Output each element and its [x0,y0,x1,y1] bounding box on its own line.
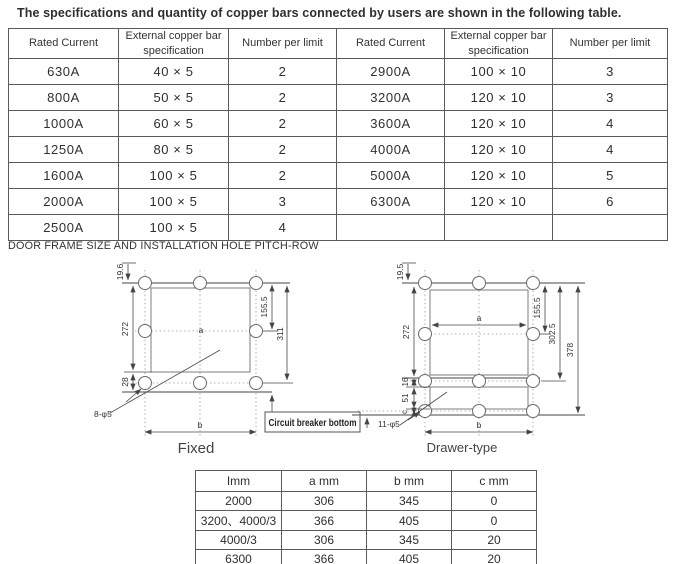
col-header-a-mm: a mm [282,471,367,492]
table-cell: 120 × 10 [445,137,553,163]
copper-bar-table-body [9,59,668,241]
col-header-b-mm: b mm [367,471,452,492]
table-cell: 50 × 5 [119,85,229,111]
table-cell: 3 [229,189,337,215]
table-cell: 630A [9,59,119,85]
table-row [196,550,537,564]
table-row [9,59,668,85]
dim-label-b: b [197,420,203,430]
table-row [9,111,668,137]
table-cell: 6300A [337,189,445,215]
table-cell: 0 [452,511,537,531]
table-cell: 1250A [9,137,119,163]
table-cell: 2 [229,163,337,189]
dim-label-272: 272 [120,321,130,337]
table-cell: 5000A [337,163,445,189]
table-cell: 4000/3 [196,531,282,550]
table-cell: 345 [367,531,452,550]
caption-drawer-type: Drawer-type [426,440,498,455]
table-cell: 2900A [337,59,445,85]
col-header-number-per-limit: Number per limit [553,29,668,59]
table-cell: 3 [553,59,668,85]
table-cell: 405 [367,550,452,564]
table-cell: 3200A [337,85,445,111]
dim-label-19-6: 19.6 [115,263,125,281]
circuit-breaker-callout [265,412,367,432]
table-cell: 366 [282,550,367,564]
dim-label-302-5: 302.5 [547,323,557,345]
dim-label-272: 272 [401,324,411,340]
table-cell: 20 [452,531,537,550]
table-cell: 120 × 10 [445,85,553,111]
dim-label-16: 16 [401,377,410,387]
table-cell: 5 [553,163,668,189]
frame-size-table-header [196,471,537,492]
table-cell: 60 × 5 [119,111,229,137]
col-header-imm: Imm [196,471,282,492]
table-cell: 2000 [196,492,282,511]
dim-label-311: 311 [275,327,285,341]
fixed-frame-drawing [94,263,293,457]
table-row [9,189,668,215]
table-header-row [9,29,668,59]
table-cell: 345 [367,492,452,511]
col-header-rated-current: Rated Current [9,29,119,59]
frame-size-table-body [196,492,537,564]
table-cell: 100 × 5 [119,163,229,189]
dim-label-28: 28 [120,377,130,387]
table-cell: 2500A [9,215,119,241]
table-row [196,511,537,531]
table-cell: 366 [282,511,367,531]
dim-label-378: 378 [565,342,575,358]
table-cell: 2 [229,111,337,137]
dim-label-b: b [476,420,482,430]
table-cell [553,215,668,241]
col-header-rated-current: Rated Current [337,29,445,59]
table-row [9,163,668,189]
table-cell: 4000A [337,137,445,163]
table-header-row [196,471,537,492]
table-cell: 4 [553,111,668,137]
table-cell: 4 [553,137,668,163]
table-cell: 3200、4000/3 [196,511,282,531]
table-cell: 80 × 5 [119,137,229,163]
dim-label-19-5: 19.5 [395,263,405,281]
table-row [9,85,668,111]
table-cell: 0 [452,492,537,511]
circuit-breaker-label: Circuit breaker bottom [268,417,357,429]
table-cell: 100 × 5 [119,215,229,241]
table-cell [337,215,445,241]
table-cell: 6300 [196,550,282,564]
hole-callout-8-phi5: 8-φ5 [94,409,112,419]
table-cell: 3 [553,85,668,111]
table-cell: 100 × 5 [119,189,229,215]
table-row [196,531,537,550]
table-cell: 20 [452,550,537,564]
col-header-c-mm: c mm [452,471,537,492]
hole-callout-11-phi5: 11-φ5 [378,419,400,429]
col-header-copper-spec: External copper bar specification [119,29,229,59]
table-row [196,492,537,511]
table-cell: 4 [229,215,337,241]
dim-label-155-5: 155.5 [259,296,269,318]
dim-label-a: a [476,313,482,323]
col-header-copper-spec: External copper bar specification [445,29,553,59]
table-cell [445,215,553,241]
dim-label-155-5: 155.5 [532,297,542,319]
dim-label-a: a [198,325,204,335]
table-cell: 1600A [9,163,119,189]
table-cell: 120 × 10 [445,163,553,189]
frame-size-table [195,470,537,564]
door-frame-diagram [0,250,674,465]
table-cell: 6 [553,189,668,215]
table-cell: 306 [282,492,367,511]
table-cell: 2 [229,59,337,85]
table-cell: 120 × 10 [445,111,553,137]
copper-bar-table-header [9,29,668,59]
table-cell: 1000A [9,111,119,137]
mounting-holes-drawer [419,277,540,418]
copper-bar-table [8,28,668,241]
table-cell: 800A [9,85,119,111]
dim-label-51: 51 [401,393,410,403]
caption-fixed: Fixed [177,440,215,457]
table-row [9,137,668,163]
table-cell: 120 × 10 [445,189,553,215]
col-header-number-per-limit: Number per limit [229,29,337,59]
table-cell: 40 × 5 [119,59,229,85]
page-title: The specifications and quantity of copper bars connected by users are shown in the following table. [17,6,622,20]
table-cell: 3600A [337,111,445,137]
table-cell: 2000A [9,189,119,215]
table-cell: 100 × 10 [445,59,553,85]
table-row [9,215,668,241]
section-heading: DOOR FRAME SIZE AND INSTALLATION HOLE PITCH-ROW [8,240,319,252]
dim-label-c: c [400,410,409,414]
table-cell: 306 [282,531,367,550]
drawer-frame-drawing [352,263,585,455]
table-cell: 2 [229,85,337,111]
table-cell: 2 [229,137,337,163]
table-cell: 405 [367,511,452,531]
